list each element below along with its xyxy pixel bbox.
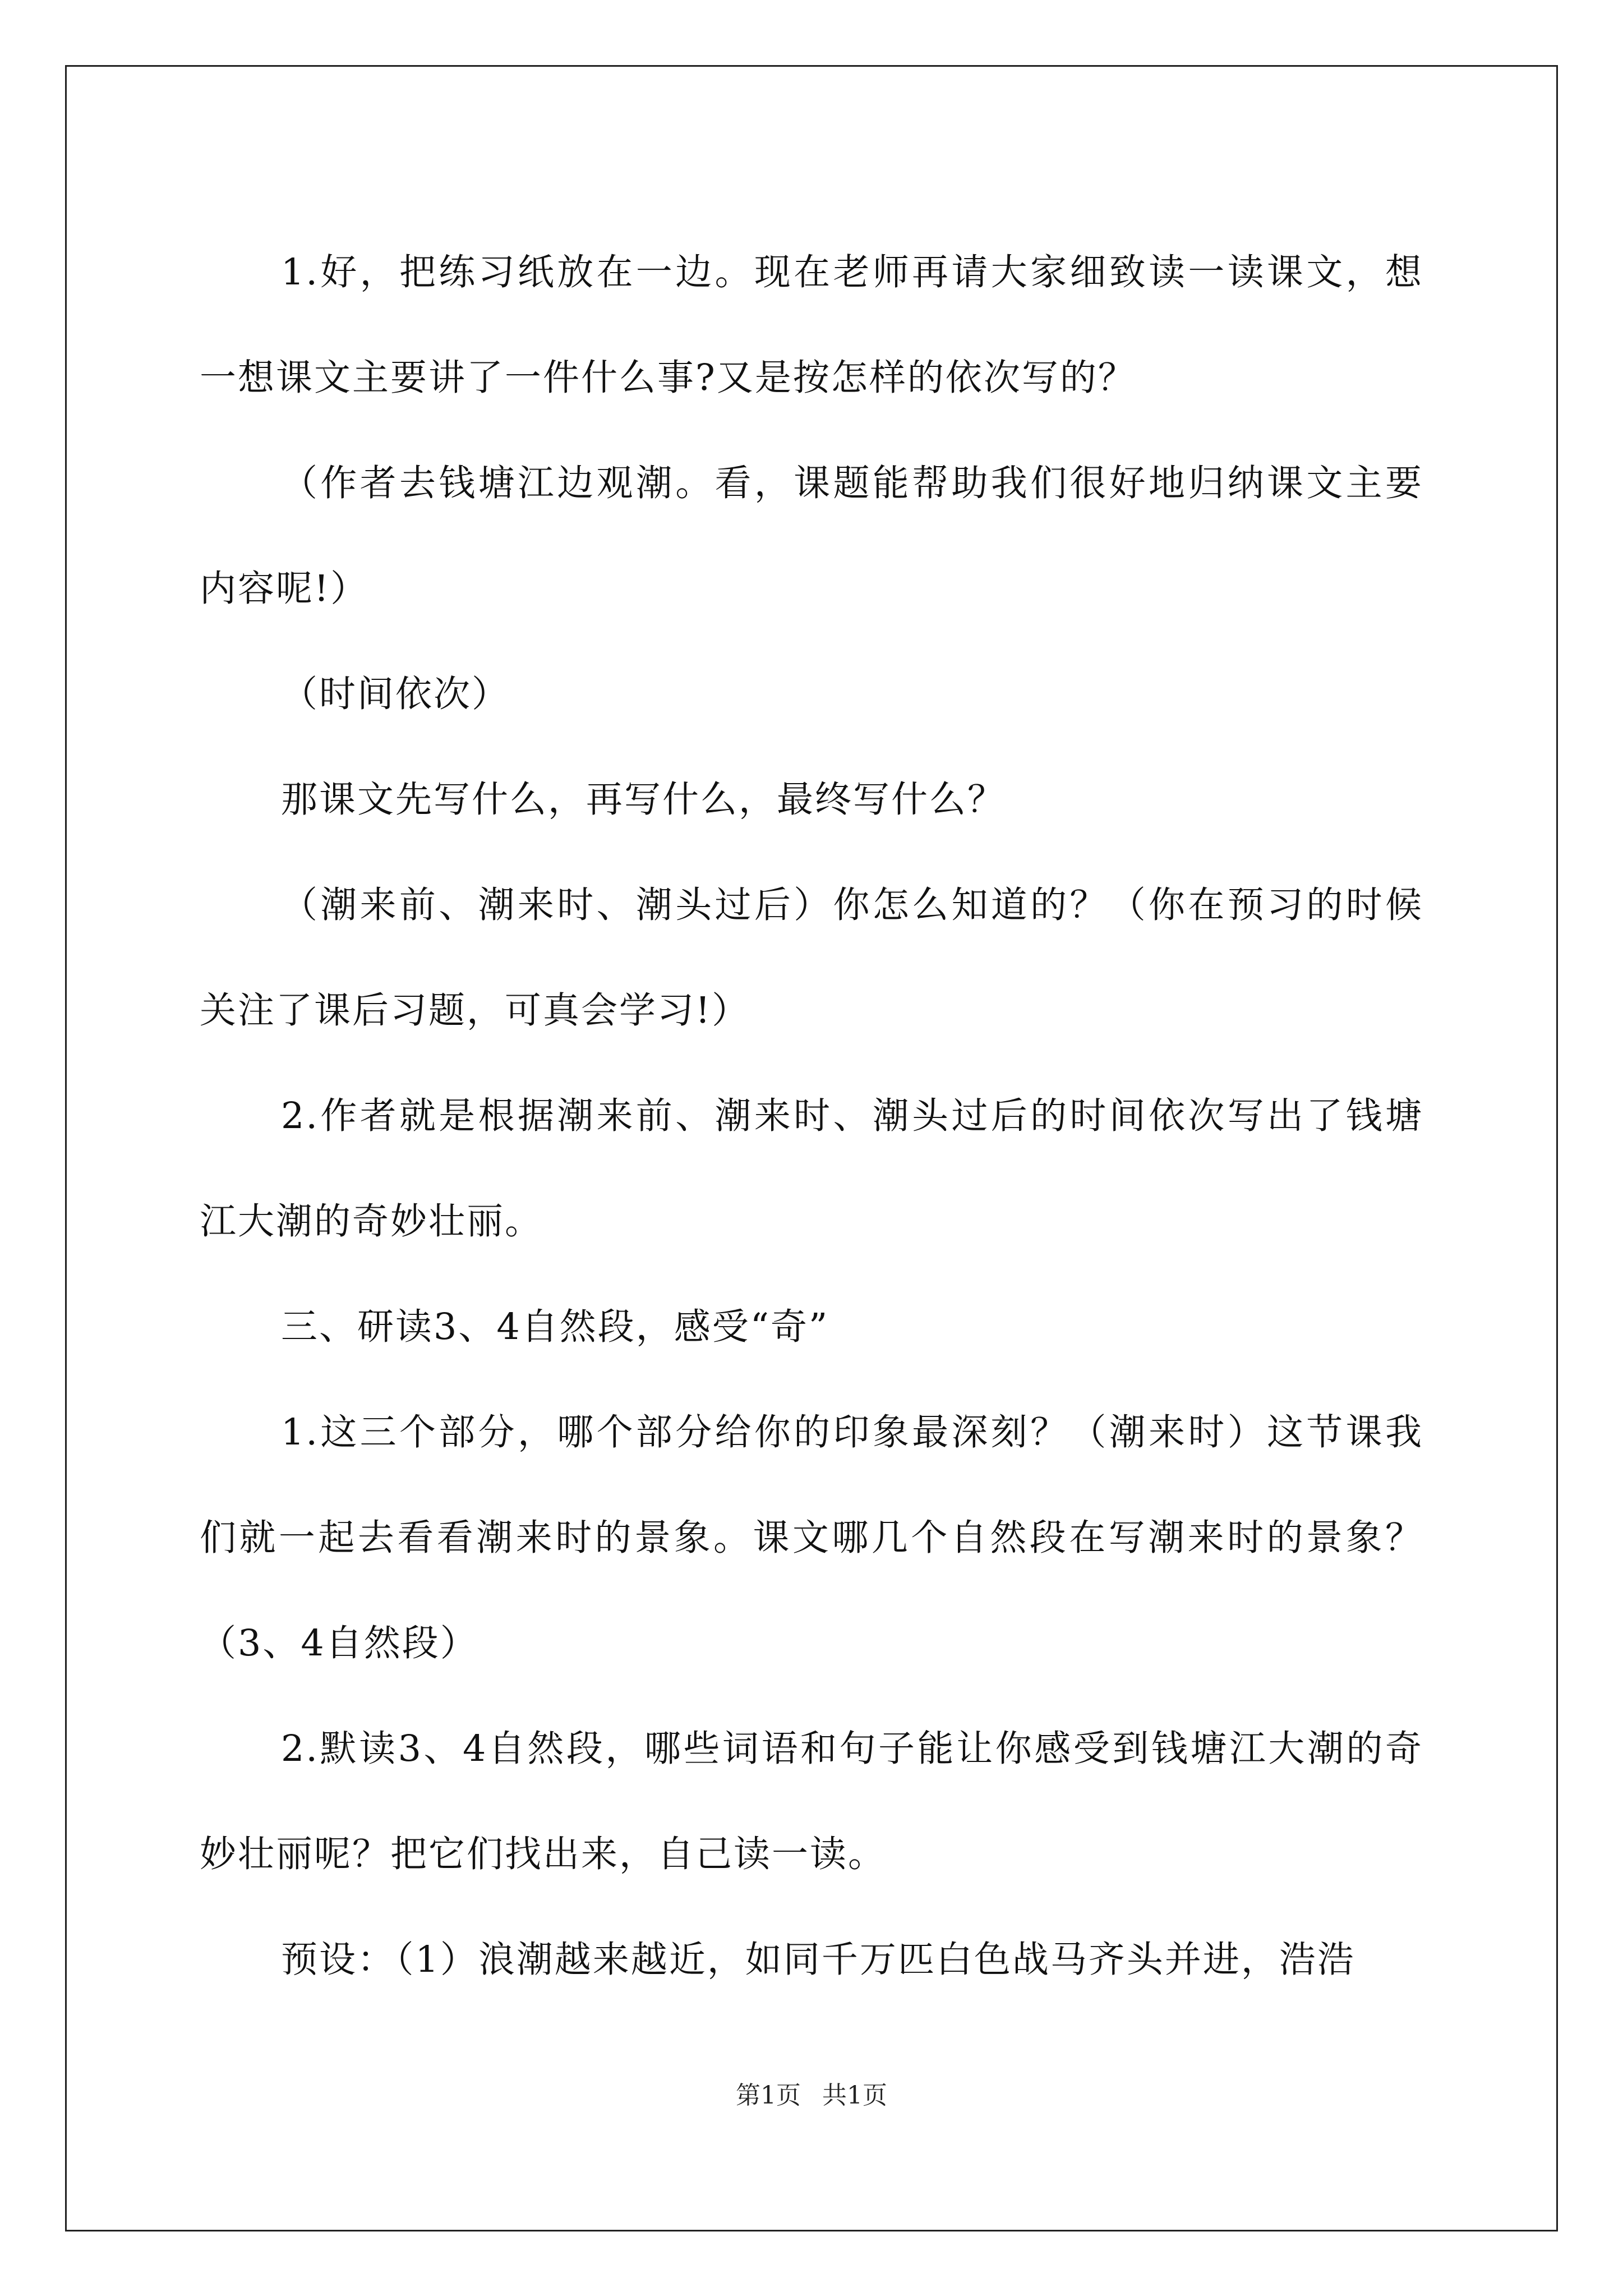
paragraph: （潮来前、潮来时、潮头过后）你怎么知道的？（你在预习的时候关注了课后习题，可真会学习!） [200, 884, 1423, 1032]
document-body [200, 220, 1423, 2013]
paragraph: 1.这三个部分，哪个部分给你的印象最深刻？（潮来时）这节课我们就一起去看看潮来时的景象。课文哪几个自然段在写潮来时的景象？（3、4自然段） [200, 1411, 1423, 1664]
paragraph: 那课文先写什么，再写什么，最终写什么？ [281, 779, 1006, 821]
paragraph: （时间依次） [281, 673, 510, 715]
section-heading: 三、研读3、4自然段，感受“奇” [281, 1306, 829, 1348]
paragraph: 1.好，把练习纸放在一边。现在老师再请大家细致读一读课文，想一想课文主要讲了一件什么事?又是按怎样的依次写的？ [200, 251, 1423, 399]
page-footer [0, 2079, 1623, 2113]
page-number-total: 共1页 [822, 2081, 887, 2110]
paragraph: （作者去钱塘江边观潮。看，课题能帮助我们很好地归纳课文主要内容呢!） [200, 462, 1423, 610]
paragraph: 2.作者就是根据潮来前、潮来时、潮头过后的时间依次写出了钱塘江大潮的奇妙壮丽。 [200, 1095, 1423, 1243]
paragraph: 2.默读3、4自然段，哪些词语和句子能让你感受到钱塘江大潮的奇妙壮丽呢？把它们找出来，自己读一读。 [200, 1728, 1423, 1875]
paragraph: 预设：（1）浪潮越来越近，如同千万匹白色战马齐头并进，浩浩 [281, 1939, 1355, 1981]
page-number-current: 第1页 [736, 2081, 801, 2110]
